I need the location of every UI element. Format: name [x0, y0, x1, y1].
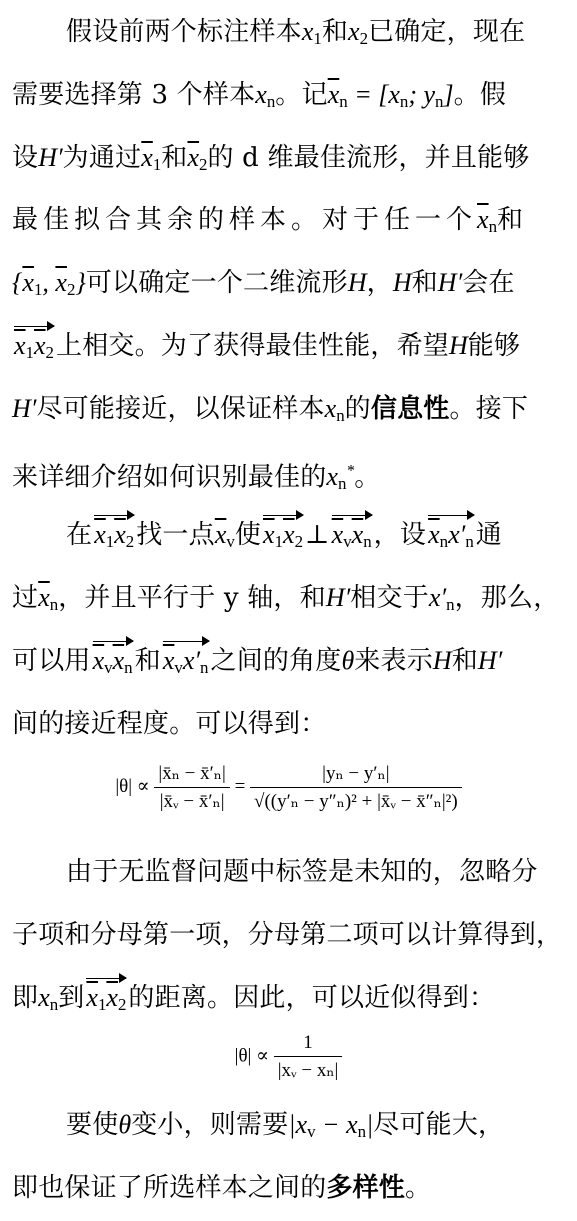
text: 的	[344, 394, 371, 424]
text: 最佳拟合其余的样本。对于任一个	[12, 205, 478, 235]
p1-line-3: 设H′为通过$\overline{x}_1$和$\overline{x}_2$的 d 维最佳流形，并且能够	[12, 143, 530, 175]
text: 尽可能大，	[373, 1110, 505, 1140]
vector-x1x2: $\overline{x}_1\overline{x}_2$	[86, 978, 126, 1018]
equation-1	[0, 762, 577, 813]
text: 在	[66, 520, 93, 550]
text: 即也保证了所选样本之间的	[12, 1173, 327, 1203]
text: 来表示	[354, 646, 433, 676]
text: 为通过	[62, 143, 142, 173]
text: 和	[134, 646, 161, 676]
text: 的距离。因此，可以近似得到：	[128, 983, 496, 1013]
text: 要使	[66, 1110, 119, 1140]
vector-xnxn-prime: $\overline{x}_nx'_n$	[428, 515, 474, 555]
bold-term-informativeness: 信息性	[370, 394, 450, 424]
equation-2	[0, 1032, 577, 1082]
p3-line-2	[12, 915, 569, 955]
p1-line-8: 来详细介绍如何识别最佳的$x_n^*$。	[12, 462, 381, 494]
text: 可以用	[12, 646, 91, 676]
text: 到	[58, 983, 85, 1013]
text: 。记	[275, 80, 328, 110]
p1-line-4: 最佳拟合其余的样本。对于任一个$\overline{x}_n$和	[12, 205, 529, 237]
bold-term-diversity: 多样性	[326, 1173, 406, 1203]
vector-xvxn-prime: $\overline{x}_vx'_n$	[163, 641, 209, 681]
text: 找一点	[136, 520, 215, 550]
text: 过	[12, 583, 39, 613]
text: 子项和分母第一项，分母第二项可以计算得到，	[12, 920, 563, 950]
text: 。	[405, 1173, 432, 1203]
text: 已确定，现在	[368, 17, 526, 47]
text: 能够	[467, 331, 521, 361]
text: 可以确定一个二维流形	[85, 268, 348, 298]
eq1-frac2-denominator: √((y′ₙ − y″ₙ)² + |x̄ᵥ − x̄″ₙ|²)	[254, 791, 458, 812]
text: 假设前两个标注样本	[66, 17, 302, 47]
text: 和	[161, 143, 188, 173]
p3-line-3: 即$x_n$到$\overline{x}_1\overline{x}_2$的距离。因此，可以近似得到：	[12, 978, 569, 1025]
eq1-equals: =	[234, 775, 246, 797]
text: 。接下	[449, 394, 529, 424]
text: 需要选择第 3 个样本	[12, 80, 256, 110]
p2-line-2: 过$\overline{x}_n$，并且平行于 y 轴，和H′相交于$x'_n$，那么，	[12, 583, 560, 615]
eq2-numerator: 1	[274, 1032, 343, 1057]
text: 由于无监督问题中标签是未知的，忽略分	[66, 857, 538, 887]
text: 变小，则需要	[131, 1110, 289, 1140]
text: 设	[12, 143, 39, 173]
text: 尽可能接近，以保证样本	[36, 394, 325, 424]
eq1-lhs: |θ| ∝	[115, 775, 150, 797]
p2-line-3: 可以用$\overline{x}_v\overline{x}_n$和$\overline{x}_vx'_n$之间的角度θ来表示H和H′	[12, 641, 569, 681]
text: 会在	[462, 268, 515, 298]
text: 和	[411, 268, 438, 298]
vector-x1x2: $\overline{x}_1\overline{x}_2$	[94, 515, 134, 555]
p3-line-1	[66, 852, 569, 892]
text: 即	[12, 983, 39, 1013]
p1-line-5: {$\overline{x}_1$, $\overline{x}_2$}可以确定一个二维流形H，H和H′会在	[12, 268, 515, 300]
text: 。	[354, 462, 381, 493]
eq1-frac1-denominator: |x̄ᵥ − x̄′ₙ|	[159, 791, 225, 812]
p1-line-7: H′尽可能接近，以保证样本$x_n$的信息性。接下	[12, 394, 529, 426]
text: 间的接近程度。可以得到：	[12, 709, 327, 739]
text: ，那么，	[454, 583, 560, 613]
text: 使	[234, 520, 262, 550]
text: 上相交。为了获得最佳性能，希望	[56, 331, 450, 361]
text: 和	[497, 205, 529, 235]
p4-line-1: 要使θ变小，则需要$|x_v - x_n|$尽可能大，	[66, 1110, 505, 1142]
text: 。假	[453, 80, 507, 110]
eq2-lhs: |θ| ∝	[234, 1045, 269, 1067]
text: 的 d 维最佳流形，并且能够	[207, 143, 530, 173]
text: 通	[475, 520, 502, 550]
vector-x1x2: $\overline{x}_1\overline{x}_2$	[263, 515, 303, 555]
p1-line-1: 假设前两个标注样本$x_1$和$x_2$已确定，现在	[66, 17, 526, 49]
text: 和	[321, 17, 349, 47]
text: ，并且平行于 y 轴，和	[58, 583, 326, 613]
vector-xvxn: $\overline{x}_v\overline{x}_n$	[332, 515, 372, 555]
text: 之间的角度	[210, 646, 342, 676]
text: ，设	[373, 520, 427, 550]
eq2-fraction	[274, 1032, 343, 1082]
eq1-frac1-numerator: |x̄ₙ − x̄′ₙ|	[154, 762, 229, 788]
text: 相交于	[350, 583, 429, 613]
p1-line-2: 需要选择第 3 个样本$x_n$。记$\overline{x}_n = [x_n$; $y_n$]。假	[12, 80, 507, 112]
vector-x1x2: $\overline{x}_1\overline{x}_2$	[14, 326, 54, 366]
p1-line-6: $\overline{x}_1\overline{x}_2$上相交。为了获得最佳性能，希望H能够	[12, 326, 569, 366]
text: ，	[366, 268, 393, 298]
p4-line-2	[12, 1168, 569, 1208]
eq1-frac2-numerator: |yₙ − y′ₙ|	[250, 762, 462, 788]
p2-line-4	[12, 704, 569, 744]
perpendicular-symbol: ⊥	[305, 520, 330, 550]
p2-line-1: 在$\overline{x}_1\overline{x}_2$找一点$\overline{x}_v$使$\overline{x}_1\overline{x}_2\perp\overline{x}_v\overline{x}_n$，设$\overline{x}_nx'_n$通	[66, 515, 569, 562]
text: 来详细介绍如何识别最佳的	[12, 462, 327, 493]
vector-xvxn: $\overline{x}_v\overline{x}_n$	[93, 641, 133, 681]
eq1-fraction-2	[250, 762, 462, 813]
eq1-fraction-1	[154, 762, 229, 813]
text: 和	[451, 646, 478, 676]
eq2-denominator: |xᵥ − xₙ|	[277, 1060, 339, 1081]
